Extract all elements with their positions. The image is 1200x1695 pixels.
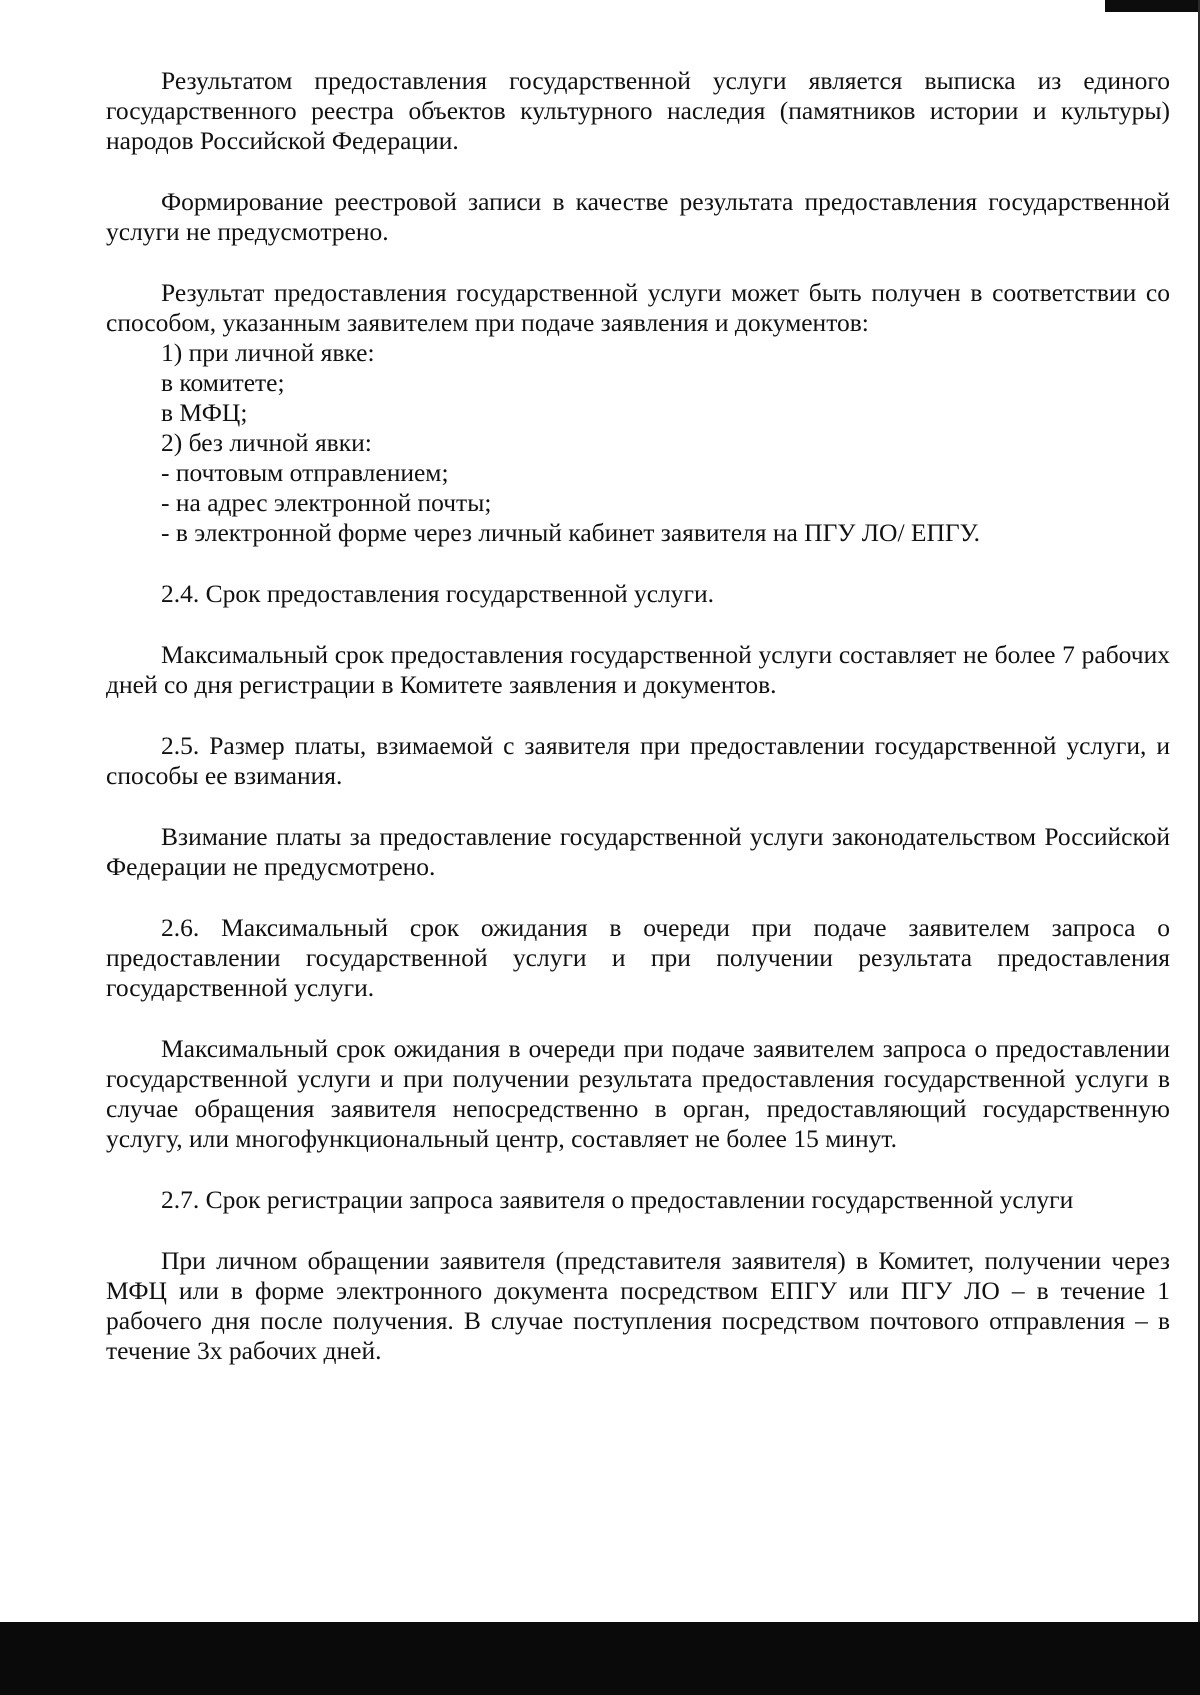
document-body xyxy=(106,66,1170,1366)
list-item: - на адрес электронной почты; xyxy=(161,488,492,517)
section-2-7-text: При личном обращении заявителя (представителя заявителя) в Комитет, получении через МФЦ или в форме электронного документа посредством ЕПГУ или ПГУ ЛО – в течение 1 рабочего дня после получения. В случае поступления посредством почтового отправления – в течение 3х рабочих дней. xyxy=(106,1246,1170,1365)
delivery-list xyxy=(106,338,1170,548)
list-item: в МФЦ; xyxy=(161,398,248,427)
paragraph-delivery-method: Результат предоставления государственной услуги может быть получен в соответствии со способом, указанным заявителем при подаче заявления и документов: xyxy=(106,278,1170,337)
list-item: - в электронной форме через личный кабинет заявителя на ПГУ ЛО/ ЕПГУ. xyxy=(161,518,980,547)
section-2-6-text: Максимальный срок ожидания в очереди при подаче заявителем запроса о предоставлении государственной услуги и при получении результата предоставления государственной услуги в случае обращения заявителя непосредственно в орган, предоставляющий государственную услугу, или многофункциональный центр, составляет не более 15 минут. xyxy=(106,1034,1170,1153)
paragraph-registry-record: Формирование реестровой записи в качестве результата предоставления государственной услуги не предусмотрено. xyxy=(106,187,1170,246)
list-item: в комитете; xyxy=(161,368,285,397)
scan-edge-mark-top xyxy=(1105,0,1200,12)
list-item: 2) без личной явки: xyxy=(161,428,372,457)
section-2-6-heading: 2.6. Максимальный срок ожидания в очереди при подаче заявителем запроса о предоставлении государственной услуги и при получении результата предоставления государственной услуги. xyxy=(106,913,1170,1002)
section-2-7-heading: 2.7. Срок регистрации запроса заявителя о предоставлении государственной услуги xyxy=(161,1185,1074,1214)
section-2-5-text: Взимание платы за предоставление государственной услуги законодательством Российской Федерации не предусмотрено. xyxy=(106,822,1170,881)
list-item: 1) при личной явке: xyxy=(161,338,375,367)
section-2-4-text: Максимальный срок предоставления государственной услуги составляет не более 7 рабочих дней со дня регистрации в Комитете заявления и документов. xyxy=(106,640,1170,699)
scan-edge-bottom xyxy=(0,1622,1200,1695)
paragraph-result: Результатом предоставления государственной услуги является выписка из единого государственного реестра объектов культурного наследия (памятников истории и культуры) народов Российской Федерации. xyxy=(106,66,1170,155)
section-2-5-heading: 2.5. Размер платы, взимаемой с заявителя при предоставлении государственной услуги, и способы ее взимания. xyxy=(106,731,1170,790)
list-item: - почтовым отправлением; xyxy=(161,458,449,487)
section-2-4-heading: 2.4. Срок предоставления государственной услуги. xyxy=(161,579,715,608)
